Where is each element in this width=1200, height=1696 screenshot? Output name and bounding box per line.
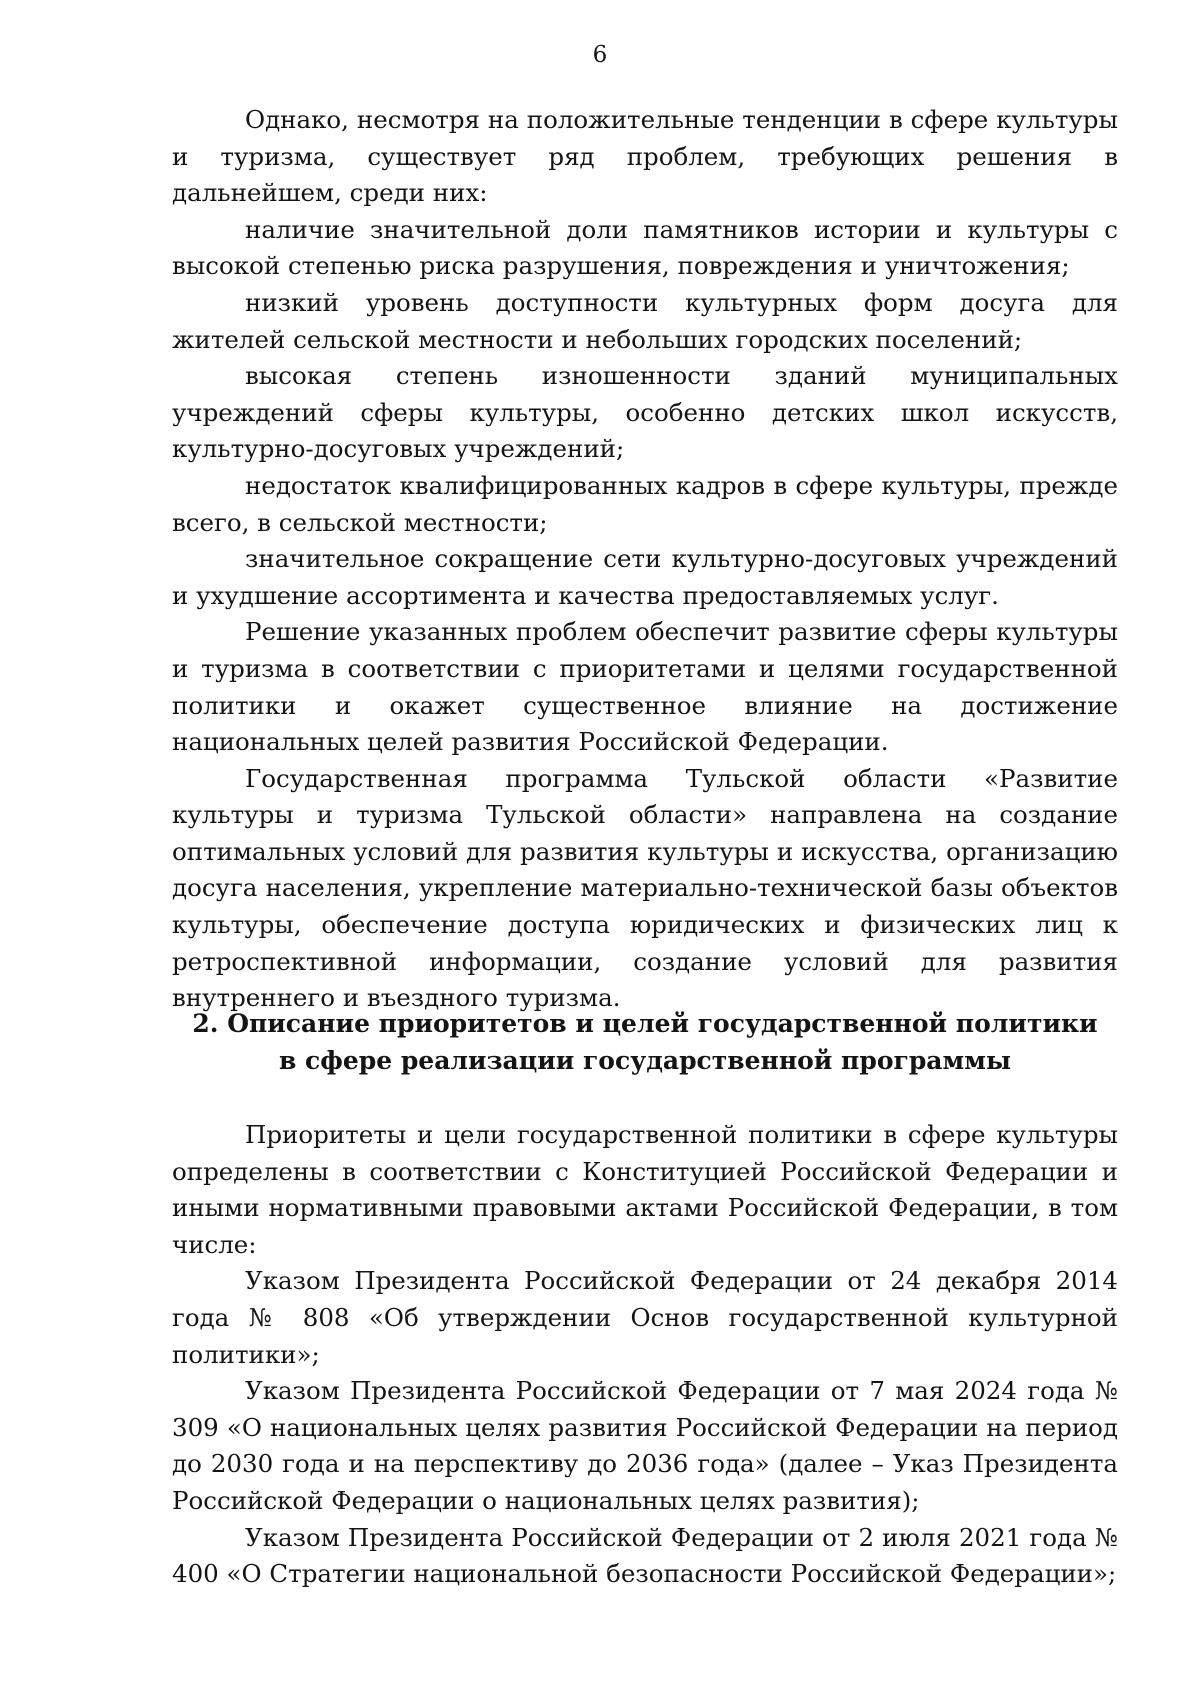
section-heading-line2: в сфере реализации государственной программы bbox=[278, 1045, 1012, 1075]
list-item-leisure-access: низкий уровень доступности культурных форм досуга для жителей сельской местности и небольших городских поселений; bbox=[172, 287, 1118, 354]
page-number: 6 bbox=[592, 42, 608, 68]
paragraph-priorities: Приоритеты и цели государственной политики в сфере культуры определены в соответствии с Конституцией Российской Федерации и иными нормативными правовыми актами Российской Федерации, в том числе: bbox=[172, 1120, 1118, 1259]
body-text-top bbox=[172, 102, 1118, 1017]
list-item-decree-808: Указом Президента Российской Федерации от 24 декабря 2014 года № 808 «Об утверждении Основ государственной культурной политики»; bbox=[172, 1266, 1118, 1369]
list-item-building-wear: высокая степень изношенности зданий муниципальных учреждений сферы культуры, особенно детских школ искусств, культурно-досуговых учреждений; bbox=[172, 361, 1118, 464]
list-item-decree-400: Указом Президента Российской Федерации от 2 июля 2021 года № 400 «О Стратегии национальной безопасности Российской Федерации»; bbox=[172, 1522, 1118, 1589]
paragraph-program: Государственная программа Тульской области «Развитие культуры и туризма Тульской области» направлена на создание оптимальных условий для развития культуры и искусства, организацию досуга населения, укрепление материально-технической базы объектов культуры, обеспечение доступа юридических и физических лиц к ретроспективной информации, создание условий для развития внутреннего и въездного туризма. bbox=[172, 763, 1118, 1013]
section-heading bbox=[172, 1006, 1118, 1079]
list-item-staff-shortage: недостаток квалифицированных кадров в сфере культуры, прежде всего, в сельской местности; bbox=[172, 470, 1118, 537]
list-item-monuments: наличие значительной доли памятников истории и культуры с высокой степенью риска разрушения, повреждения и уничтожения; bbox=[172, 214, 1118, 281]
body-text-bottom bbox=[172, 1117, 1118, 1593]
section-heading-line1: 2. Описание приоритетов и целей государственной политики bbox=[192, 1009, 1098, 1038]
paragraph-intro: Однако, несмотря на положительные тенденции в сфере культуры и туризма, существует ряд проблем, требующих решения в дальнейшем, среди них: bbox=[172, 105, 1118, 208]
paragraph-solution: Решение указанных проблем обеспечит развитие сферы культуры и туризма в соответствии с приоритетами и целями государственной политики и окажет существенное влияние на достижение национальных целей развития Российской Федерации. bbox=[172, 617, 1118, 757]
list-item-network-reduction: значительное сокращение сети культурно-досуговых учреждений и ухудшение ассортимента и качества предоставляемых услуг. bbox=[172, 544, 1118, 610]
list-item-decree-309: Указом Президента Российской Федерации от 7 мая 2024 года № 309 «О национальных целях развития Российской Федерации на период до 2030 года и на перспективу до 2036 года» (далее – Указ Президента Российской Федерации о национальных целях развития); bbox=[172, 1376, 1118, 1515]
